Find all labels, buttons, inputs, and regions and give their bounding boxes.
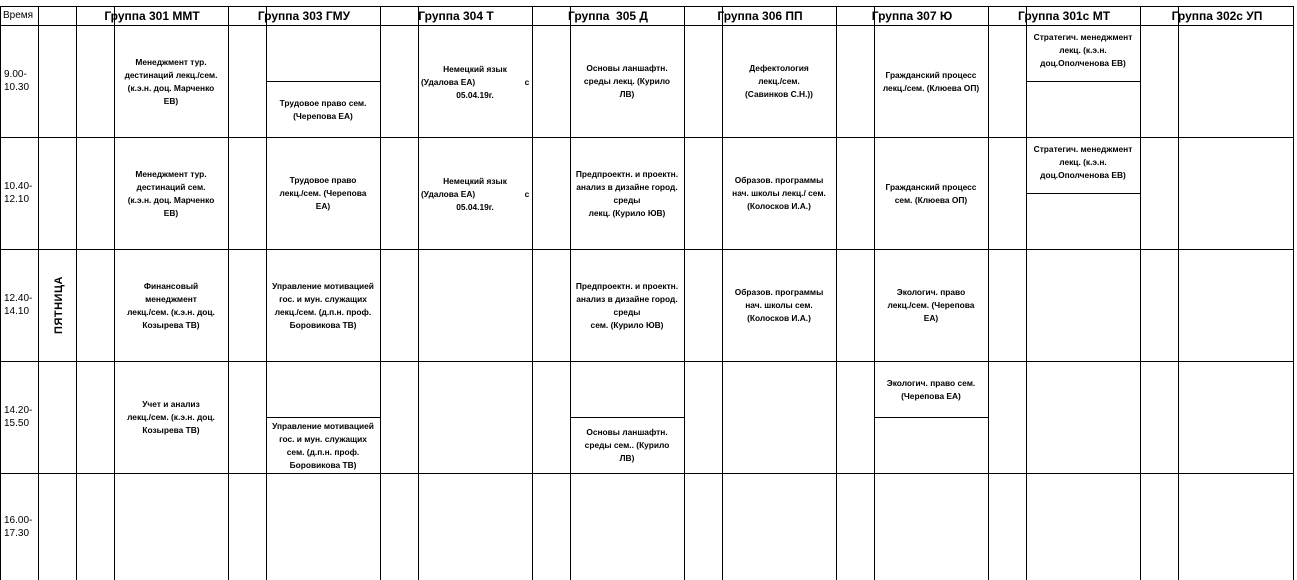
subslot-line: [1026, 81, 1141, 82]
col-line: [228, 6, 229, 580]
col-line: [38, 6, 39, 580]
class-cell: Немецкий язык: [443, 175, 507, 186]
class-cell: Менеджмент тур. дестинаций лекц./сем. (к.э.н. доц. Марченко ЕВ): [124, 56, 218, 106]
subslot-line: [874, 417, 989, 418]
col-line: [380, 6, 381, 580]
class-cell: Гражданский процесс сем. (Клюева ОП): [885, 181, 977, 205]
class-cell: Предпроектн. и проектн. анализ в дизайне город. среды сем. (Курило ЮВ): [575, 280, 679, 330]
col-line: [532, 6, 533, 580]
row-line: [0, 473, 1294, 474]
col-line: [988, 6, 989, 580]
class-cell-date: 05.04.19г.: [456, 201, 494, 212]
group-header-302c-up: Группа 302с УП: [1171, 9, 1263, 23]
class-cell: Трудовое право лекц./сем. (Черепова ЕА): [279, 175, 367, 211]
class-cell: Предпроектн. и проектн. анализ в дизайне город. среды лекц. (Курило ЮВ): [575, 168, 679, 218]
class-cell: Стратегич. менеджмент лекц. (к.э.н. доц.Ополченова ЕВ): [1033, 32, 1133, 68]
time-slot-3: 12.40- 14.10: [4, 293, 33, 317]
group-header-307-yu: Группа 307 Ю: [871, 9, 953, 23]
time-slot-4: 14.20- 15.50: [4, 405, 33, 429]
col-line: [1293, 6, 1294, 580]
col-line: [76, 6, 77, 580]
class-cell: Экологич. право лекц./сем. (Черепова ЕА): [887, 287, 975, 323]
class-cell-date: 05.04.19г.: [456, 89, 494, 100]
class-cell: Трудовое право сем. (Черепова ЕА): [279, 97, 367, 121]
group-header-306-pp: Группа 306 ПП: [717, 9, 803, 23]
class-cell: Менеджмент тур. дестинаций сем. (к.э.н. доц. Марченко ЕВ): [127, 168, 215, 218]
group-header-304-t: Группа 304 Т: [418, 9, 494, 23]
time-header: Время: [3, 10, 34, 21]
class-cell: Немецкий язык: [443, 63, 507, 74]
col-line: [684, 6, 685, 580]
class-cell: Учет и анализ лекц./сем. (к.э.н. доц. Козырева ТВ): [127, 399, 215, 435]
class-cell: Экологич. право сем. (Черепова ЕА): [886, 377, 976, 401]
time-slot-2: 10.40- 12.10: [4, 181, 33, 205]
subslot-line: [1026, 193, 1141, 194]
col-line: [836, 6, 837, 580]
class-cell-lecturer: (Удалова ЕА): [421, 76, 476, 87]
col-line: [1140, 6, 1141, 580]
class-cell: Управление мотивацией гос. и мун. служащих лекц./сем. (д.п.н. проф. Боровикова ТВ): [272, 280, 374, 330]
time-slot-1: 9.00- 10.30: [4, 69, 30, 93]
class-cell: Стратегич. менеджмент лекц. (к.э.н. доц.Ополченова ЕВ): [1033, 144, 1133, 180]
group-header-305-d: Группа 305 Д: [568, 9, 648, 23]
class-cell: Образов. программы нач. школы лекц./ сем. (Колосков И.А.): [732, 175, 826, 211]
class-cell-lecturer: (Удалова ЕА): [421, 188, 476, 199]
class-cell: Основы ланшафтн. среды сем.. (Курило ЛВ): [584, 427, 670, 463]
group-header-301-mmt: Группа 301 ММТ: [104, 9, 200, 23]
class-cell-note: с: [524, 188, 530, 199]
time-slot-5: 16.00- 17.30: [4, 515, 33, 539]
class-cell: Финансовый менеджмент лекц./сем. (к.э.н. доц. Козырева ТВ): [127, 280, 215, 330]
col-line: [1178, 6, 1179, 580]
day-label: ПЯТНИЦА: [53, 276, 65, 334]
class-cell: Образов. программы нач. школы сем. (Колосков И.А.): [734, 287, 824, 323]
class-cell: Дефектология лекц./сем. (Савинков С.Н.)): [745, 63, 813, 99]
class-cell: Управление мотивацией гос. и мун. служащих сем. (д.п.н. проф. Боровикова ТВ): [272, 420, 374, 470]
group-header-303-gmu: Группа 303 ГМУ: [257, 9, 351, 23]
class-cell: Основы ланшафтн. среды лекц. (Курило ЛВ): [583, 63, 671, 99]
class-cell: Гражданский процесс лекц./сем. (Клюева ОП): [882, 69, 980, 93]
col-line: [0, 6, 1, 580]
col-line: [1026, 6, 1027, 580]
class-cell-note: с: [524, 76, 530, 87]
group-header-301c-mt: Группа 301с МТ: [1017, 9, 1111, 23]
